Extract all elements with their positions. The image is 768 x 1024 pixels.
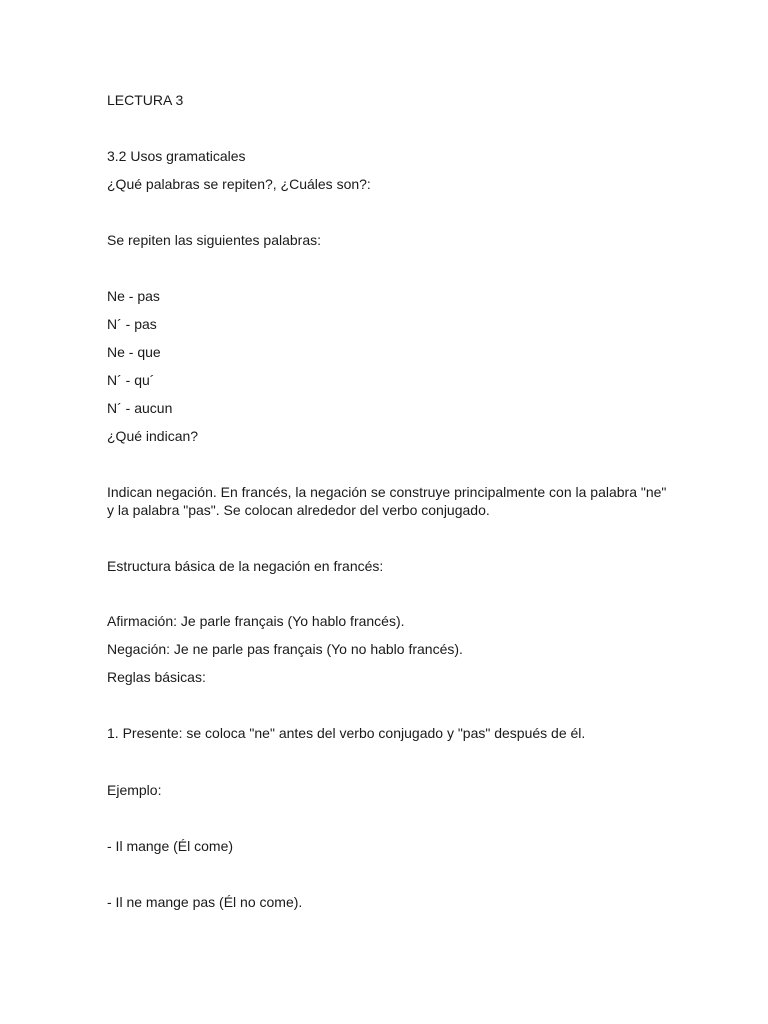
example-label: Ejemplo: <box>107 782 162 798</box>
rules-heading: Reglas básicas: <box>107 669 206 685</box>
document-title: LECTURA 3 <box>107 92 184 108</box>
explanation-line-1: Indican negación. En francés, la negación se construye principalmente con la palabra "ne" <box>107 484 667 500</box>
negation-example: Negación: Je ne parle pas français (Yo no hablo francés). <box>107 641 463 657</box>
repeated-word-item: Ne - pas <box>107 288 160 304</box>
section-heading: 3.2 Usos gramaticales <box>107 148 246 164</box>
structure-heading: Estructura básica de la negación en francés: <box>107 558 384 574</box>
repeated-word-item: N´ - qu´ <box>107 372 155 388</box>
affirmation-example: Afirmación: Je parle français (Yo hablo francés). <box>107 613 405 629</box>
example-negative: - Il ne mange pas (Él no come). <box>107 894 303 910</box>
question-repeated-words: ¿Qué palabras se repiten?, ¿Cuáles son?: <box>107 176 371 192</box>
question-what-indicate: ¿Qué indican? <box>107 428 199 444</box>
repeated-word-item: N´ - pas <box>107 316 157 332</box>
explanation-line-2: y la palabra "pas". Se colocan alrededor del verbo conjugado. <box>107 502 490 518</box>
answer-intro: Se repiten las siguientes palabras: <box>107 232 322 248</box>
repeated-word-item: Ne - que <box>107 344 161 360</box>
rule-1: 1. Presente: se coloca "ne" antes del verbo conjugado y "pas" después de él. <box>107 725 586 741</box>
repeated-word-item: N´ - aucun <box>107 400 173 416</box>
example-affirmative: - Il mange (Él come) <box>107 838 234 854</box>
